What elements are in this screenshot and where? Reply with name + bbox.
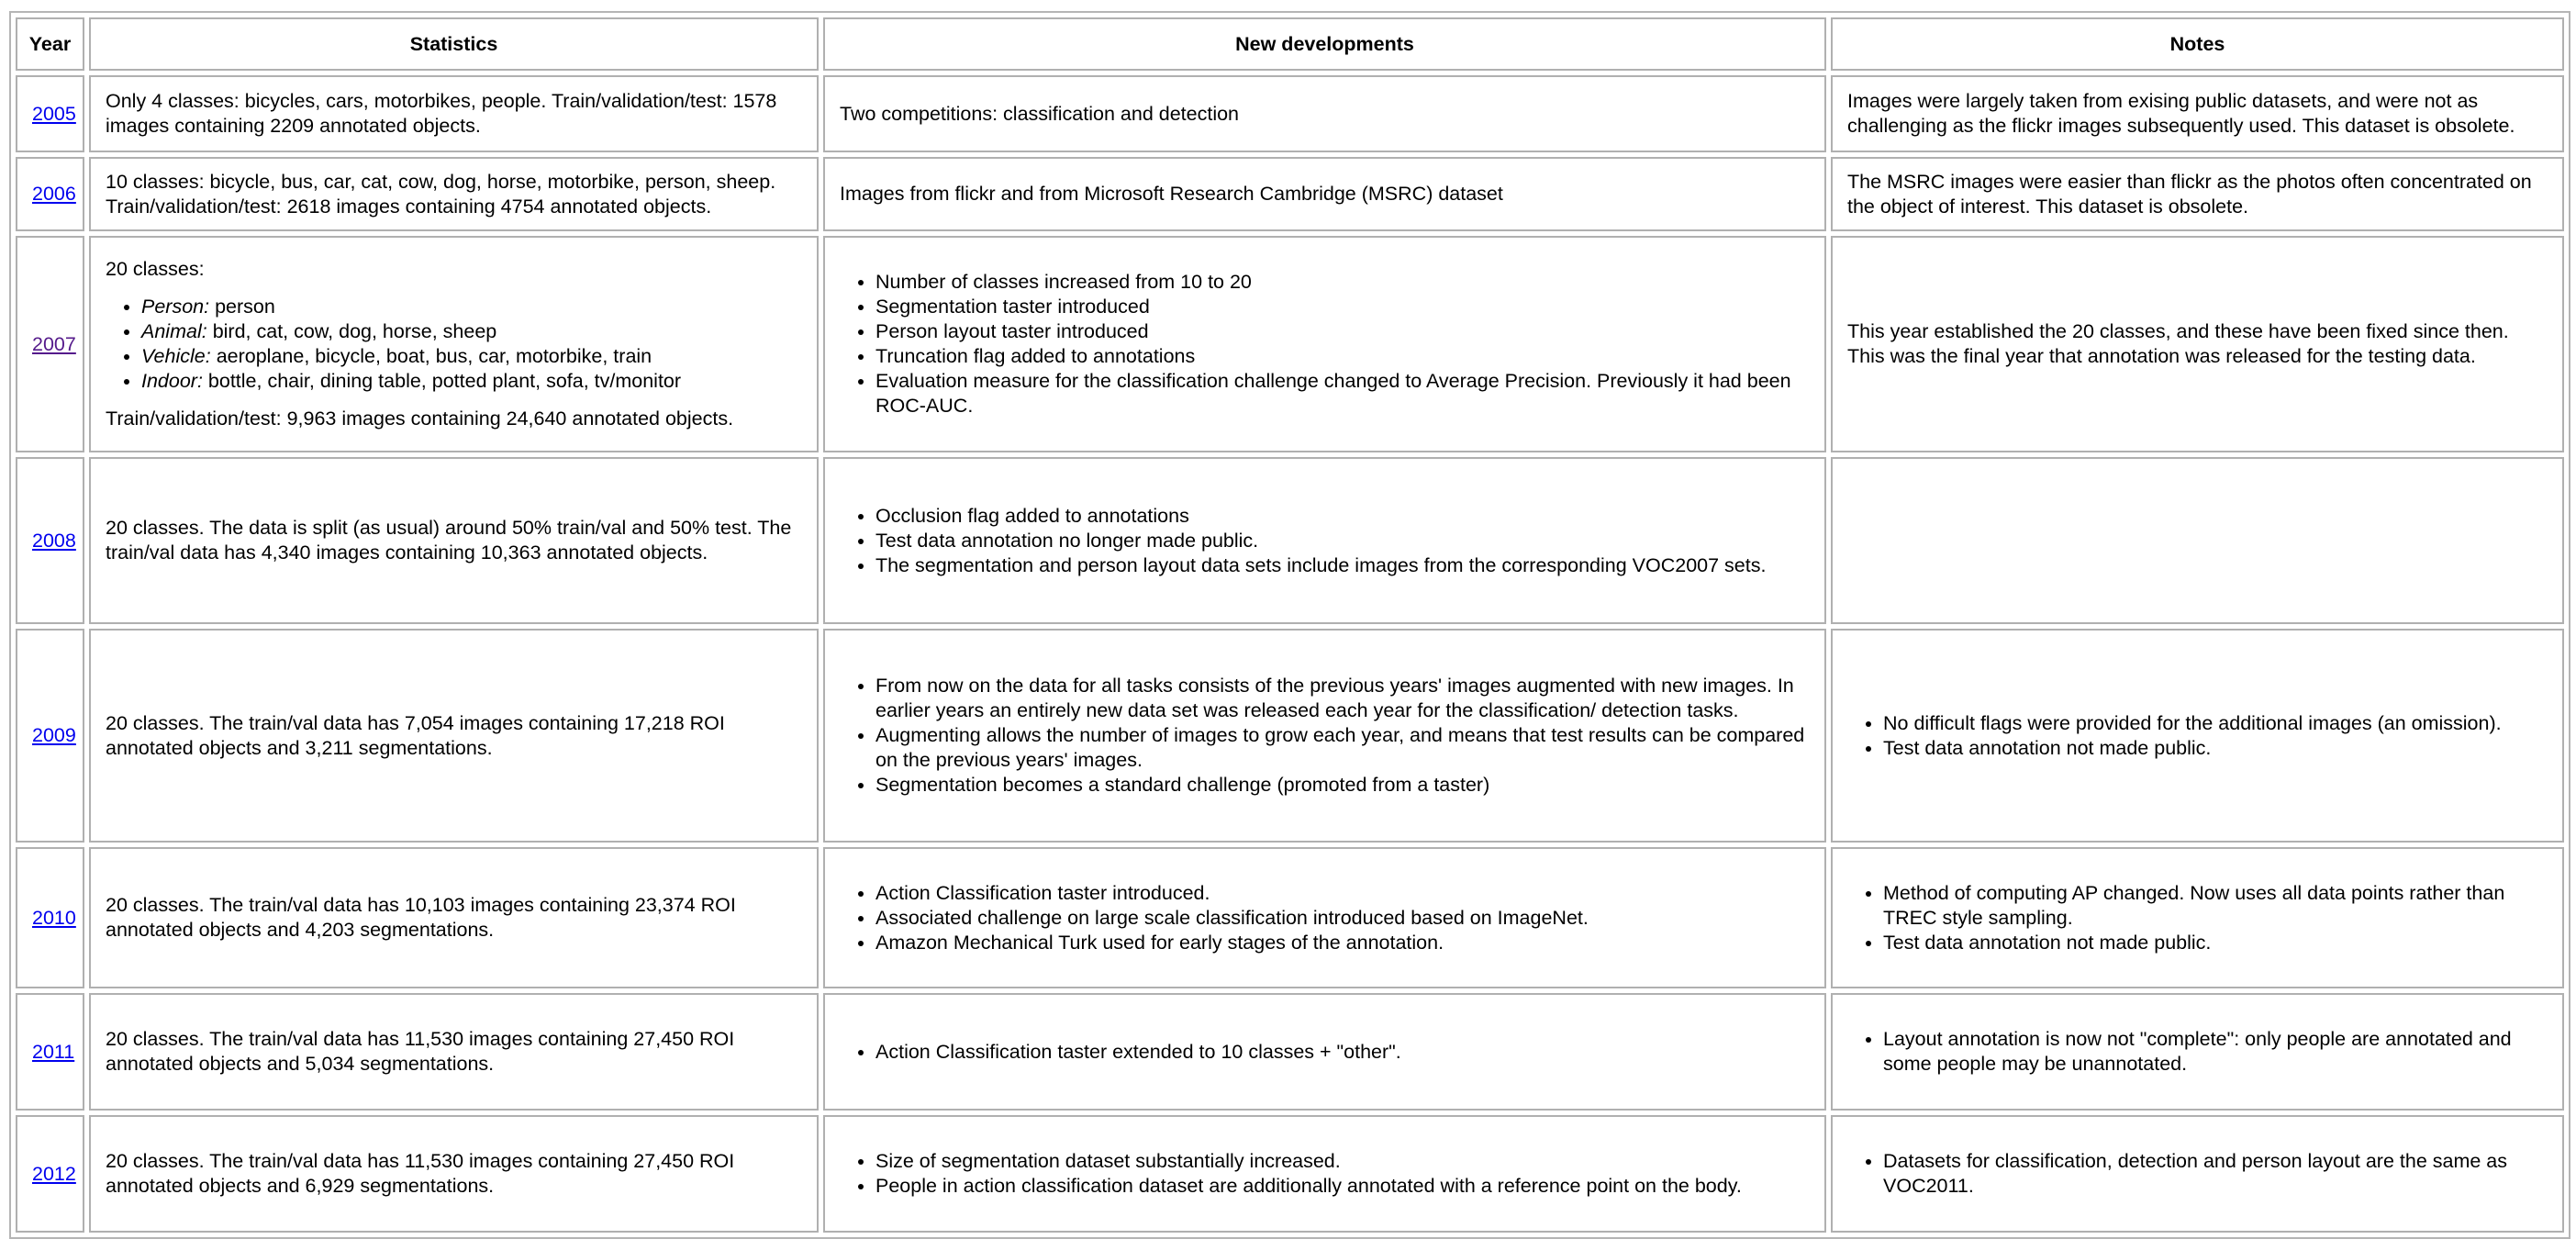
stats-intro: 20 classes: — [106, 258, 205, 280]
header-year: Year — [16, 17, 84, 71]
notes-cell — [1831, 1115, 2564, 1233]
list-item: • Action Classification taster extended to 10 classes + "other". — [875, 1040, 1810, 1065]
notes-list — [1847, 881, 2548, 955]
list-item: • Segmentation taster introduced — [875, 295, 1810, 319]
statistics-cell: 20 classes. The train/val data has 11,530 images containing 27,450 ROI annotated objects and 6,929 segmentations. — [89, 1115, 819, 1233]
table-row-2011 — [16, 993, 2564, 1111]
notes-cell — [1831, 629, 2564, 843]
list-item: • The segmentation and person layout data sets include images from the corresponding VOC2007 sets. — [875, 553, 1810, 578]
table-row-2012 — [16, 1115, 2564, 1233]
developments-cell — [823, 457, 1826, 624]
year-cell — [16, 75, 84, 152]
statistics-cell: 10 classes: bicycle, bus, car, cat, cow, dog, horse, motorbike, person, sheep. Train/validation/test: 2618 images containing 4754 annotated objects. — [89, 157, 819, 231]
list-item: • Method of computing AP changed. Now uses all data points rather than TREC style sampling. — [1883, 881, 2548, 931]
list-item: • Test data annotation no longer made public. — [875, 529, 1810, 553]
developments-cell — [823, 236, 1826, 452]
list-item — [141, 344, 802, 369]
list-item: • Amazon Mechanical Turk used for early stages of the annotation. — [875, 931, 1810, 955]
list-item — [141, 295, 802, 319]
statistics-cell: 20 classes. The train/val data has 11,530 images containing 27,450 ROI annotated objects and 5,034 segmentations. — [89, 993, 819, 1111]
notes-cell: Images were largely taken from exising public datasets, and were not as challenging as the flickr images subsequently used. This dataset is obsolete. — [1831, 75, 2564, 152]
header-row — [16, 17, 2564, 71]
statistics-cell: Only 4 classes: bicycles, cars, motorbikes, people. Train/validation/test: 1578 images containing 2209 annotated objects. — [89, 75, 819, 152]
developments-cell: Images from flickr and from Microsoft Research Cambridge (MSRC) dataset — [823, 157, 1826, 231]
statistics-cell: 20 classes. The data is split (as usual) around 50% train/val and 50% test. The train/val data has 4,340 images containing 10,363 annotated objects. — [89, 457, 819, 624]
list-item: • From now on the data for all tasks consists of the previous years' images augmented with new images. In earlier years an entirely new data set was released each year for the classification/ detection tasks. — [875, 674, 1810, 723]
list-item: • Augmenting allows the number of images to grow each year, and means that test results can be compared on the previous years' images. — [875, 723, 1810, 773]
statistics-cell: 20 classes. The train/val data has 7,054 images containing 17,218 ROI annotated objects and 3,211 segmentations. — [89, 629, 819, 843]
list-item: • Number of classes increased from 10 to 20 — [875, 270, 1810, 295]
list-item — [141, 369, 802, 394]
developments-cell — [823, 629, 1826, 843]
year-cell — [16, 847, 84, 988]
stats-outro: Train/validation/test: 9,963 images containing 24,640 annotated objects. — [106, 407, 734, 430]
table-row-2005 — [16, 75, 2564, 152]
developments-list — [840, 504, 1810, 578]
list-item: • Layout annotation is now not "complete": only people are annotated and some people may be unannotated. — [1883, 1027, 2548, 1077]
year-cell — [16, 629, 84, 843]
header-statistics: Statistics — [89, 17, 819, 71]
class-list — [106, 295, 802, 394]
class-items: aeroplane, bicycle, boat, bus, car, motorbike, train — [216, 345, 652, 367]
notes-cell: The MSRC images were easier than flickr as the photos often concentrated on the object of interest. This dataset is obsolete. — [1831, 157, 2564, 231]
class-category: Vehicle: — [141, 345, 211, 367]
notes-list — [1847, 711, 2548, 761]
list-item: • Person layout taster introduced — [875, 319, 1810, 344]
class-items: bottle, chair, dining table, potted plant, sofa, tv/monitor — [207, 370, 682, 392]
class-items: bird, cat, cow, dog, horse, sheep — [212, 320, 497, 342]
list-item: • Associated challenge on large scale classification introduced based on ImageNet. — [875, 906, 1810, 931]
developments-cell: Two competitions: classification and detection — [823, 75, 1826, 152]
developments-list — [840, 1040, 1810, 1065]
table-row-2008 — [16, 457, 2564, 624]
year-cell — [16, 236, 84, 452]
developments-list — [840, 674, 1810, 798]
table-row-2010 — [16, 847, 2564, 988]
list-item: • Action Classification taster introduced. — [875, 881, 1810, 906]
year-link-2005[interactable]: 2005 — [32, 102, 76, 125]
table-row-2009 — [16, 629, 2564, 843]
list-item: • Truncation flag added to annotations — [875, 344, 1810, 369]
class-items: person — [215, 296, 275, 318]
statistics-cell — [89, 236, 819, 452]
developments-cell — [823, 993, 1826, 1111]
notes-cell: This year established the 20 classes, and these have been fixed since then. This was the final year that annotation was released for the testing data. — [1831, 236, 2564, 452]
voc-history-table — [9, 11, 2570, 1239]
list-item: • Size of segmentation dataset substantially increased. — [875, 1149, 1810, 1174]
header-new-developments: New developments — [823, 17, 1826, 71]
year-link-2010[interactable]: 2010 — [32, 906, 76, 929]
statistics-cell: 20 classes. The train/val data has 10,103 images containing 23,374 ROI annotated objects and 4,203 segmentations. — [89, 847, 819, 988]
developments-cell — [823, 1115, 1826, 1233]
notes-list — [1847, 1149, 2548, 1199]
table-row-2006 — [16, 157, 2564, 231]
year-link-2012[interactable]: 2012 — [32, 1162, 76, 1185]
year-cell — [16, 157, 84, 231]
list-item: • Datasets for classification, detection and person layout are the same as VOC2011. — [1883, 1149, 2548, 1199]
class-category: Person: — [141, 296, 210, 318]
year-cell — [16, 457, 84, 624]
year-link-2009[interactable]: 2009 — [32, 724, 76, 746]
list-item: • Evaluation measure for the classification challenge changed to Average Precision. Previously it had been ROC-AUC. — [875, 369, 1810, 419]
list-item: • No difficult flags were provided for the additional images (an omission). — [1883, 711, 2548, 736]
developments-cell — [823, 847, 1826, 988]
year-link-2006[interactable]: 2006 — [32, 183, 76, 205]
list-item: • People in action classification dataset are additionally annotated with a reference point on the body. — [875, 1174, 1810, 1199]
year-link-2011[interactable]: 2011 — [32, 1040, 75, 1063]
notes-cell — [1831, 993, 2564, 1111]
year-link-2008[interactable]: 2008 — [32, 529, 76, 552]
list-item: • Test data annotation not made public. — [1883, 736, 2548, 761]
list-item — [141, 319, 802, 344]
list-item: • Occlusion flag added to annotations — [875, 504, 1810, 529]
list-item: • Test data annotation not made public. — [1883, 931, 2548, 955]
list-item: • Segmentation becomes a standard challenge (promoted from a taster) — [875, 773, 1810, 798]
developments-list — [840, 881, 1810, 955]
year-link-2007[interactable]: 2007 — [32, 332, 76, 355]
class-category: Animal: — [141, 320, 207, 342]
notes-cell — [1831, 847, 2564, 988]
class-category: Indoor: — [141, 370, 203, 392]
table-row-2007 — [16, 236, 2564, 452]
notes-list — [1847, 1027, 2548, 1077]
year-cell — [16, 993, 84, 1111]
developments-list — [840, 270, 1810, 419]
developments-list — [840, 1149, 1810, 1199]
header-notes: Notes — [1831, 17, 2564, 71]
notes-cell — [1831, 457, 2564, 624]
year-cell — [16, 1115, 84, 1233]
